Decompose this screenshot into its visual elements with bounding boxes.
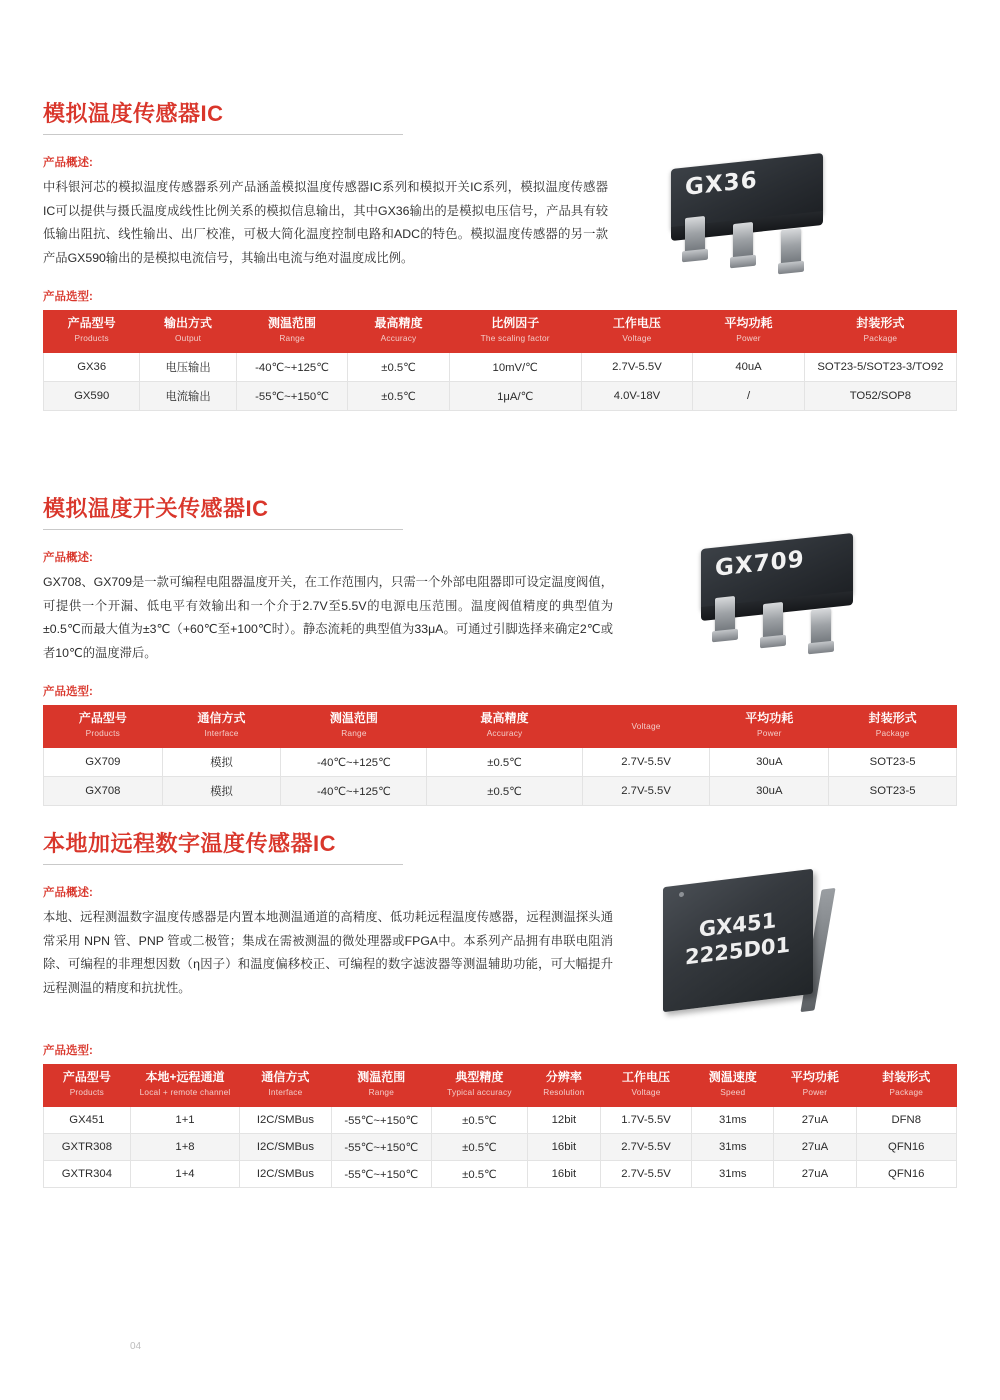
cell: I2C/SMBus bbox=[240, 1161, 331, 1188]
section-1-overview-text: 中科银河芯的模拟温度传感器系列产品涵盖模拟温度传感器IC系列和模拟开关IC系列，模拟温度传感器IC可以提供与摄氏温度成线性比例关系的模拟信息输出，其中GX36输出的是模拟电压信号，产品具有较低输出阻抗、线性输出、出厂校准，可极大简化温度控制电路和ADC的特色。模拟温度传感器的另一款产品GX590输出的是模拟电流信号，其输出电流与绝对温度成比例。 bbox=[43, 180, 608, 265]
cell: 40uA bbox=[693, 353, 805, 382]
section-2-overview-label: 产品概述: bbox=[43, 552, 93, 564]
cell: ±0.5℃ bbox=[432, 1134, 528, 1161]
section-2-overview-text: GX708、GX709是一款可编程电阻器温度开关，在工作范围内，只需一个外部电阻器即可设定温度阀值，可提供一个开漏、低电平有效输出和一个介于2.7V至5.5V的电源电压范围。温度阀值精度的典型值为±0.5℃而最大值为±3℃（+60℃至+100℃时）。静态流耗的典型值为33μA。可通过引脚选择来确定2℃或者10℃的温度滞后。 bbox=[43, 575, 613, 660]
cell: 模拟 bbox=[162, 777, 281, 806]
section-3-title: 本地加远程数字温度传感器IC bbox=[43, 831, 337, 856]
chip-marking: GX709 bbox=[715, 546, 805, 582]
column-header: 产品型号 Products bbox=[44, 1065, 131, 1107]
table-header-row bbox=[44, 706, 957, 748]
section-analog-temperature-sensor bbox=[43, 100, 957, 411]
column-header: 封装形式 Package bbox=[829, 706, 957, 748]
section-3-selection-label: 产品选型: bbox=[43, 1045, 93, 1057]
cell: 1.7V-5.5V bbox=[600, 1107, 691, 1134]
cell: -55℃~+150℃ bbox=[331, 1134, 431, 1161]
cell: 4.0V-18V bbox=[581, 382, 693, 411]
cell: GX36 bbox=[44, 353, 140, 382]
section-1-spec-table bbox=[43, 310, 957, 411]
cell: I2C/SMBus bbox=[240, 1107, 331, 1134]
cell: 16bit bbox=[527, 1134, 600, 1161]
table-row bbox=[44, 1134, 957, 1161]
cell: 31ms bbox=[692, 1134, 774, 1161]
cell: 30uA bbox=[710, 748, 829, 777]
table-header-row bbox=[44, 311, 957, 353]
column-header: 比例因子 The scaling factor bbox=[449, 311, 581, 353]
column-header: 产品型号 Products bbox=[44, 706, 163, 748]
section-3-spec-table bbox=[43, 1064, 957, 1188]
column-header: 平均功耗 Power bbox=[710, 706, 829, 748]
table-row bbox=[44, 1161, 957, 1188]
chip-image-gx709 bbox=[693, 535, 883, 670]
table-row bbox=[44, 353, 957, 382]
cell: 2.7V-5.5V bbox=[600, 1134, 691, 1161]
cell: GX590 bbox=[44, 382, 140, 411]
section-local-remote-digital-temperature-sensor bbox=[43, 830, 957, 1188]
chip-pin bbox=[811, 608, 831, 646]
chip-image-gx36 bbox=[663, 155, 843, 285]
column-header: 本地+远程通道 Local + remote channel bbox=[130, 1065, 240, 1107]
table-header-row bbox=[44, 1065, 957, 1107]
cell: I2C/SMBus bbox=[240, 1134, 331, 1161]
cell: -40℃~+125℃ bbox=[281, 777, 427, 806]
cell: 27uA bbox=[774, 1161, 856, 1188]
cell: -55℃~+150℃ bbox=[236, 382, 348, 411]
cell: 12bit bbox=[527, 1107, 600, 1134]
chip-pin bbox=[763, 602, 783, 640]
page-number: 04 bbox=[130, 1341, 142, 1352]
section-2-title-rule bbox=[43, 529, 403, 530]
cell: 1+8 bbox=[130, 1134, 240, 1161]
cell: GX709 bbox=[44, 748, 163, 777]
cell: SOT23-5/SOT23-3/TO92 bbox=[804, 353, 956, 382]
column-header: 典型精度 Typical accuracy bbox=[432, 1065, 528, 1107]
column-header: 输出方式 Output bbox=[140, 311, 236, 353]
cell: 30uA bbox=[710, 777, 829, 806]
chip-image-gx451 bbox=[653, 870, 853, 1045]
column-header: 分辨率 Resolution bbox=[527, 1065, 600, 1107]
cell: ±0.5℃ bbox=[427, 748, 582, 777]
chip-pin bbox=[715, 596, 735, 634]
cell: TO52/SOP8 bbox=[804, 382, 956, 411]
cell: ±0.5℃ bbox=[348, 382, 449, 411]
column-header: Voltage bbox=[582, 706, 710, 748]
cell: 27uA bbox=[774, 1107, 856, 1134]
cell: 1+4 bbox=[130, 1161, 240, 1188]
chip-marking: GX36 bbox=[685, 167, 758, 201]
section-3-title-rule bbox=[43, 864, 403, 865]
table-row bbox=[44, 777, 957, 806]
column-header: 测温范围 Range bbox=[236, 311, 348, 353]
cell: 2.7V-5.5V bbox=[581, 353, 693, 382]
section-1-selection-label: 产品选型: bbox=[43, 291, 93, 303]
cell: DFN8 bbox=[856, 1107, 957, 1134]
chip-marking-line-2: 2225D01 bbox=[685, 932, 791, 970]
column-header: 通信方式 Interface bbox=[240, 1065, 331, 1107]
section-2-spec-table bbox=[43, 705, 957, 806]
column-header: 工作电压 Voltage bbox=[581, 311, 693, 353]
cell: QFN16 bbox=[856, 1161, 957, 1188]
cell: 31ms bbox=[692, 1107, 774, 1134]
column-header: 测温范围 Range bbox=[281, 706, 427, 748]
cell: SOT23-5 bbox=[829, 777, 957, 806]
chip-marking-line-1: GX451 bbox=[698, 908, 777, 942]
cell: 27uA bbox=[774, 1134, 856, 1161]
table-row bbox=[44, 748, 957, 777]
cell: 模拟 bbox=[162, 748, 281, 777]
cell: -55℃~+150℃ bbox=[331, 1161, 431, 1188]
table-row bbox=[44, 1107, 957, 1134]
cell: 电流输出 bbox=[140, 382, 236, 411]
chip-pin bbox=[781, 228, 801, 266]
column-header: 平均功耗 Power bbox=[693, 311, 805, 353]
column-header: 封装形式 Package bbox=[856, 1065, 957, 1107]
table-row bbox=[44, 382, 957, 411]
section-2-title: 模拟温度开关传感器IC bbox=[43, 496, 269, 521]
chip-pin bbox=[685, 216, 705, 254]
section-3-overview-label: 产品概述: bbox=[43, 887, 93, 899]
column-header: 产品型号 Products bbox=[44, 311, 140, 353]
cell: 2.7V-5.5V bbox=[600, 1161, 691, 1188]
cell: GX708 bbox=[44, 777, 163, 806]
cell: 10mV/℃ bbox=[449, 353, 581, 382]
cell: 16bit bbox=[527, 1161, 600, 1188]
cell: ±0.5℃ bbox=[348, 353, 449, 382]
section-analog-temperature-switch-sensor bbox=[43, 495, 957, 806]
column-header: 最高精度 Accuracy bbox=[348, 311, 449, 353]
section-2-title-wrap bbox=[43, 495, 957, 535]
cell: -40℃~+125℃ bbox=[281, 748, 427, 777]
cell: 2.7V-5.5V bbox=[582, 777, 710, 806]
cell: 1μA/℃ bbox=[449, 382, 581, 411]
cell: GX451 bbox=[44, 1107, 131, 1134]
column-header: 工作电压 Voltage bbox=[600, 1065, 691, 1107]
chip-pin bbox=[733, 222, 753, 260]
column-header: 测温速度 Speed bbox=[692, 1065, 774, 1107]
cell: GXTR304 bbox=[44, 1161, 131, 1188]
column-header: 通信方式 Interface bbox=[162, 706, 281, 748]
section-1-overview-label: 产品概述: bbox=[43, 157, 93, 169]
column-header: 最高精度 Accuracy bbox=[427, 706, 582, 748]
cell: 电压输出 bbox=[140, 353, 236, 382]
section-2-selection-label: 产品选型: bbox=[43, 686, 93, 698]
section-1-title-rule bbox=[43, 134, 403, 135]
cell: ±0.5℃ bbox=[432, 1161, 528, 1188]
cell: ±0.5℃ bbox=[427, 777, 582, 806]
section-1-title-wrap bbox=[43, 100, 957, 140]
cell: ±0.5℃ bbox=[432, 1107, 528, 1134]
cell: GXTR308 bbox=[44, 1134, 131, 1161]
cell: 31ms bbox=[692, 1161, 774, 1188]
section-3-overview-text: 本地、远程测温数字温度传感器是内置本地测温通道的高精度、低功耗远程温度传感器，远程测温探头通常采用 NPN 管、PNP 管或二极管；集成在需被测温的微处理器或FPGA中。本系列产品拥有串联电阻消除、可编程的非理想因数（η因子）和温度偏移校正、可编程的数字滤波器等测温辅助功能，可大幅提升远程测温的精度和抗扰性。 bbox=[43, 910, 613, 995]
section-3-title-wrap bbox=[43, 830, 957, 870]
cell: / bbox=[693, 382, 805, 411]
cell: SOT23-5 bbox=[829, 748, 957, 777]
cell: -40℃~+125℃ bbox=[236, 353, 348, 382]
cell: QFN16 bbox=[856, 1134, 957, 1161]
column-header: 封装形式 Package bbox=[804, 311, 956, 353]
column-header: 测温范围 Range bbox=[331, 1065, 431, 1107]
section-1-title: 模拟温度传感器IC bbox=[43, 101, 224, 126]
column-header: 平均功耗 Power bbox=[774, 1065, 856, 1107]
cell: 2.7V-5.5V bbox=[582, 748, 710, 777]
cell: -55℃~+150℃ bbox=[331, 1107, 431, 1134]
cell: 1+1 bbox=[130, 1107, 240, 1134]
